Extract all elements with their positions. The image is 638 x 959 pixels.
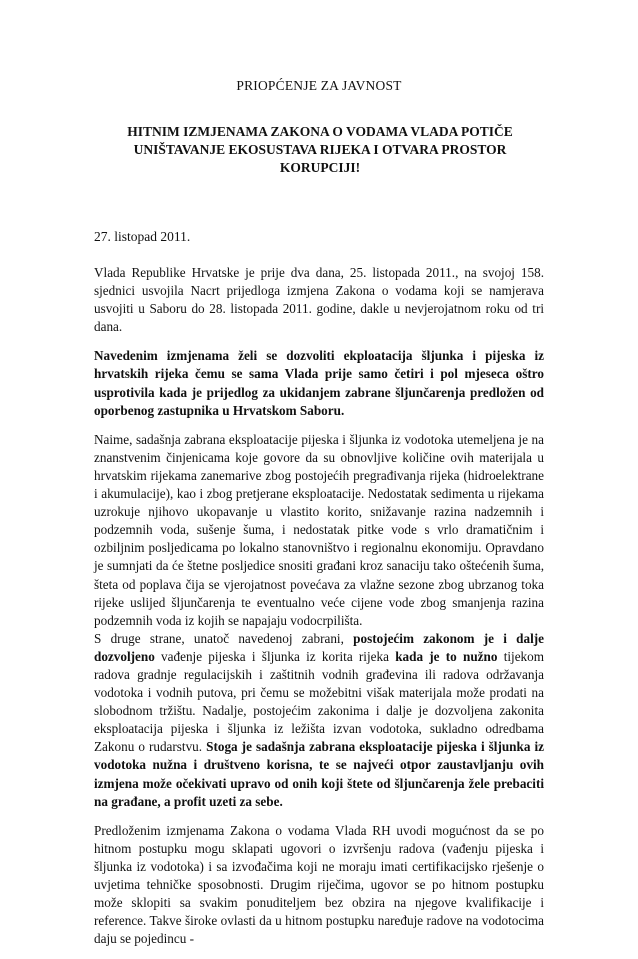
paragraph-4-emphasis-b: kada je to nužno: [395, 648, 498, 664]
paragraph-2: Navedenim izmjenama želi se dozvoliti ekploatacija šljunka i pijeska iz hrvatskih rijeka čemu se sama Vlada prije samo četiri i pol mjeseca oštro usprotivila kada je prijedlog za ukidanjem zabrane šljunčarenja predložen od oporbenog zastupnika u Hrvatskom Saboru.: [94, 348, 544, 418]
document-body: [94, 264, 544, 959]
paragraph-3: Naime, sadašnja zabrana eksploatacije pijeska i šljunka iz vodotoka utemeljena je na znanstvenim činjenicama koje govore da su obnovljive količine ovih materijala u hrvatskim rijekama zanemarive zbog postojećih pregrađivanja rijeka (hidroelektrane i akumulacije), kao i zbog pretjerane eksploatacije. Nedostatak sedimenta u rijekama uzrokuje njihovo ukopavanje u vlastito korito, snižavanje razina nadzemnih i podzemnih voda, sušenje šuma, i nedostatak pitke vode s vrlo dramatičnim i ozbiljnim posljedicama po lokalno stanovništvo i regionalnu ekonomiju. Opravdano je sumnjati da će štetne posljedice snositi građani kroz sanaciju tako oštećenih šuma, šteta od poplava čija se vjerojatnost povećava za vlažne sezone zbog ubrzanog toka rijeke uslijed šljunčarenja te eventualno veće cijene vode zbog smanjenja razina podzemnih voda iz kojih se napajaju vodocrpilišta.: [94, 431, 544, 628]
paragraph-4: [94, 630, 544, 811]
paragraph-5: Predloženim izmjenama Zakona o vodama Vlada RH uvodi mogućnost da se po hitnom postupku mogu sklapati ugovori o izvršenju radova (vađenju pijeska i šljunka iz vodotoka) i sa izvođačima koji ne moraju imati certifikacijsko rješenje o uvjetima tehničke sposobnosti. Drugim riječima, ugovor se po hitnom postupku može sklopiti sa svakim ponuditeljem bez obzira na njegove kvalifikacije i reference. Takve široke ovlasti da u hitnom postupku naređuje radove na vodotocima daju se pojedincu -: [94, 822, 544, 947]
paragraph-4-text-b: vađenje pijeska i šljunka iz korita rijeka: [154, 648, 396, 664]
document-heading: PRIOPĆENJE ZA JAVNOST: [236, 78, 402, 93]
document-title: HITNIM IZMJENAMA ZAKONA O VODAMA VLADA POTIČE UNIŠTAVANJE EKOSUSTAVA RIJEKA I OTVARA PROSTOR KORUPCIJI!: [127, 124, 513, 175]
document-date: 27. listopad 2011.: [94, 229, 191, 244]
paragraph-4-text-c: tijekom radova gradnje regulacijskih i zaštitnih vodnih građevina ili radova održavanja vodotoka i vodnih putova, pri čemu se možebitni višak materijala može prodati na slobodnom tržištu. Nadalje, postojećim zakonima i dalje je dozvoljena zakonita eksploatacija pijeska i šljunka iz ležišta izvan vodotoka, sukladno odredbama Zakonu o rudarstvu.: [94, 648, 545, 755]
paragraph-4-emphasis-c: Stoga je sadašnja zabrana eksploatacije pijeska i šljunka iz vodotoka nužna i društveno korisna, te se najveći otpor zaustavljanju ovih izmjena može očekivati upravo od onih koji štete od šljunčarenja žele prebaciti na građane, a profit uzeti za sebe.: [94, 739, 544, 809]
paragraph-1: Vlada Republike Hrvatske je prije dva dana, 25. listopada 2011., na svojoj 158. sjednici usvojila Nacrt prijedloga izmjena Zakona o vodama koji se namjerava usvojiti u Saboru do 28. listopada 2011. godine, dakle u nevjerojatnom roku od tri dana.: [94, 265, 544, 335]
paragraph-4-text-a: S druge strane, unatoč navedenoj zabrani,: [94, 630, 354, 646]
paragraph-4-emphasis-a: postojećim zakonom je i dalje dozvoljeno: [94, 630, 544, 664]
